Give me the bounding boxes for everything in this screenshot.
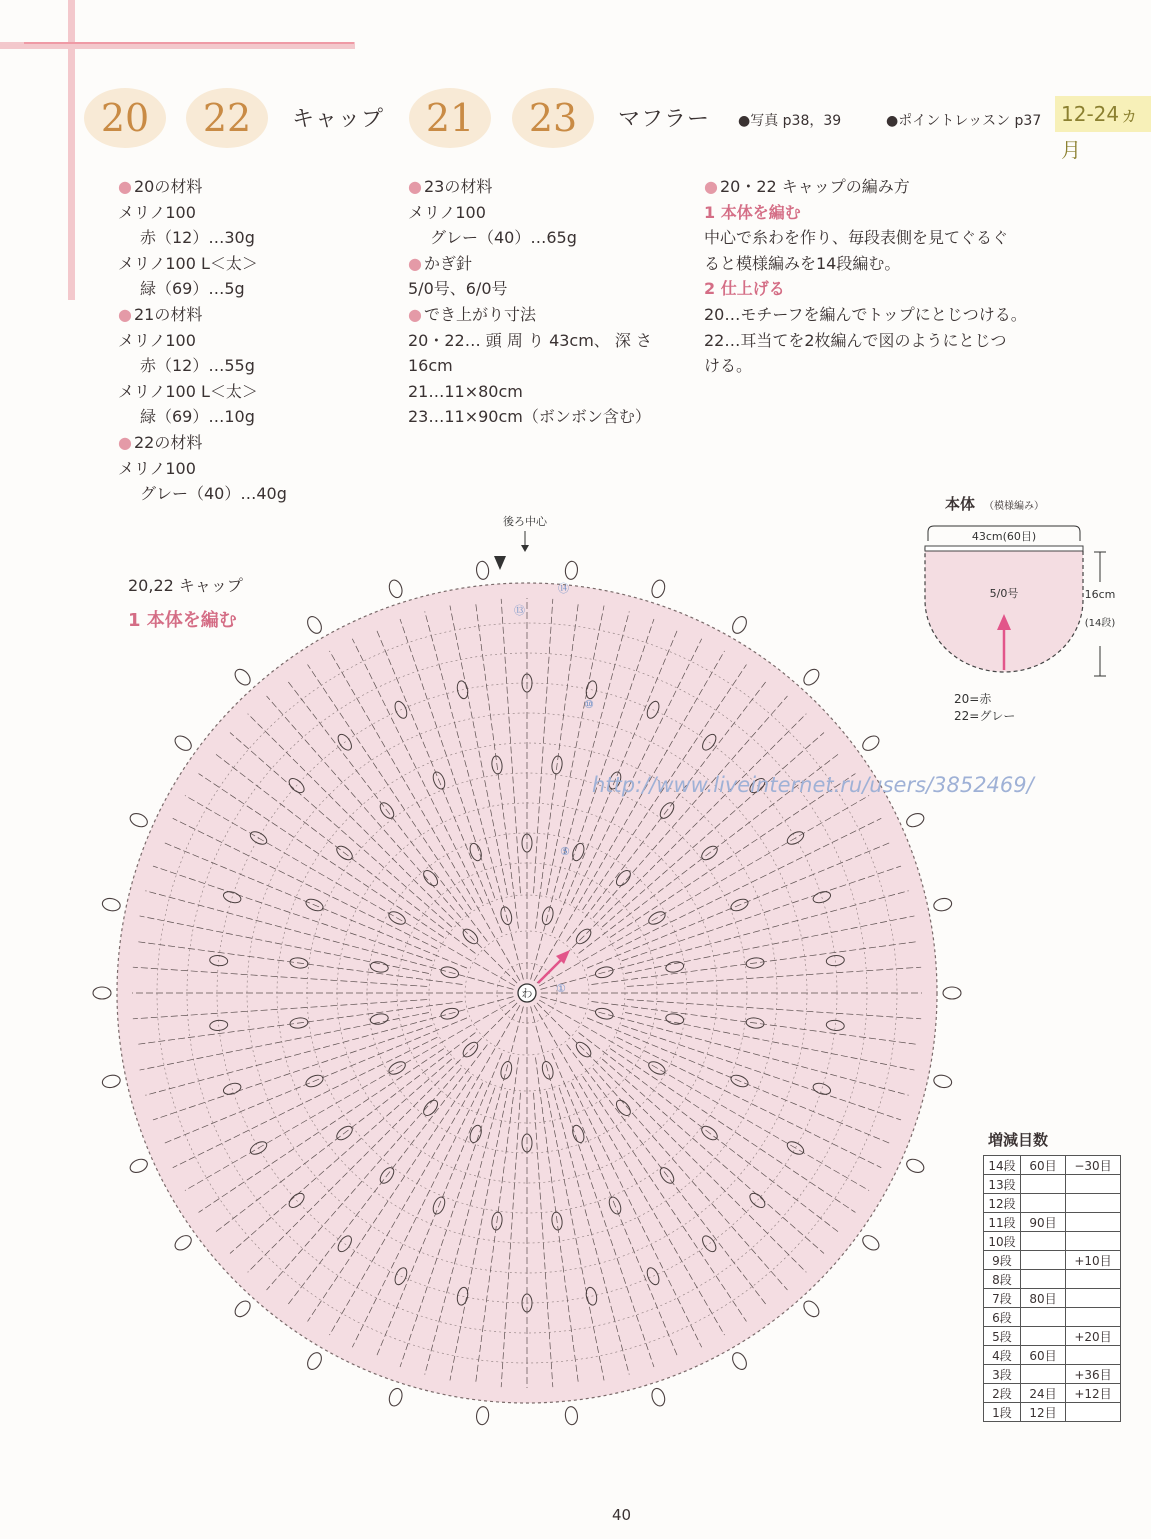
depth-label: 16cm: [1084, 588, 1116, 601]
hook-label: 5/0号: [989, 587, 1019, 600]
text-line: 中心で糸わを作り、毎段表側を見てぐるぐ: [704, 228, 1009, 248]
table-cell-count: 12目: [1021, 1403, 1066, 1422]
table-row: [984, 1384, 1121, 1403]
age-tab: 12-24ヵ月: [1055, 96, 1151, 132]
table-cell-count: 60目: [1021, 1156, 1066, 1175]
body-title: 本体: [945, 495, 976, 513]
table-cell-change: +20目: [1066, 1327, 1121, 1346]
edge-bobble: [933, 1074, 953, 1089]
table-cell-change: [1066, 1403, 1121, 1422]
round-mark-5: ⑤: [560, 845, 570, 858]
edge-bobble: [128, 1157, 149, 1175]
table-cell-change: [1066, 1175, 1121, 1194]
text-line: ● でき上がり寸法: [408, 302, 678, 328]
table-cell-row: 1段: [984, 1403, 1021, 1422]
table-cell-count: [1021, 1365, 1066, 1384]
body-title-sub: （模様編み）: [984, 501, 1044, 512]
table-cell-row: 13段: [984, 1175, 1021, 1194]
table-cell-count: [1021, 1232, 1066, 1251]
table-cell-row: 11段: [984, 1213, 1021, 1232]
table-row: [984, 1327, 1121, 1346]
table-row: [984, 1232, 1121, 1251]
edge-bobble: [650, 1387, 667, 1408]
round-mark-10: ⑩: [584, 698, 594, 711]
edge-bobble: [650, 578, 667, 599]
table-row: [984, 1251, 1121, 1270]
edge-bobble: [476, 561, 490, 580]
table-cell-row: 3段: [984, 1365, 1021, 1384]
text-line: 20…モチーフを編んでトップにとじつける。: [704, 304, 1027, 324]
edge-bobble: [905, 811, 926, 829]
depth-rows-label: (14段): [1084, 618, 1116, 629]
text-line: ● 22の材料: [118, 430, 398, 456]
edge-bobble: [101, 897, 121, 912]
edge-bobble: [128, 811, 149, 829]
edge-bobble: [387, 578, 404, 599]
text-line: メリノ100 L＜太＞: [118, 253, 258, 273]
table-row: [984, 1346, 1121, 1365]
edge-bobble: [93, 987, 111, 999]
text-line: 1 本体を編む: [704, 202, 801, 222]
table-cell-row: 12段: [984, 1194, 1021, 1213]
edge-bobble: [943, 987, 961, 999]
text-line: メリノ100 L＜太＞: [118, 381, 258, 401]
edge-bobble: [172, 733, 194, 753]
table-cell-change: [1066, 1308, 1121, 1327]
table-cell-count: [1021, 1251, 1066, 1270]
pattern-number-21: 21: [409, 88, 491, 148]
table-cell-count: 24目: [1021, 1384, 1066, 1403]
edge-bobble: [905, 1157, 926, 1175]
text-line: 5/0号、6/0号: [408, 279, 508, 299]
table-cell-count: [1021, 1194, 1066, 1213]
table-cell-row: 4段: [984, 1346, 1021, 1365]
stitch-count-table: [983, 1155, 1121, 1422]
table-cell-count: 90目: [1021, 1213, 1066, 1232]
back-center-label: 後ろ中心: [503, 515, 547, 528]
text-line: 赤（12）…55g: [140, 356, 255, 376]
text-line: ● 23の材料: [408, 174, 678, 200]
table-cell-change: [1066, 1289, 1121, 1308]
table-cell-change: [1066, 1194, 1121, 1213]
text-line: メリノ100: [118, 330, 196, 350]
table-cell-change: [1066, 1232, 1121, 1251]
table-cell-change: +10目: [1066, 1251, 1121, 1270]
table-row: [984, 1175, 1121, 1194]
edge-bobble: [565, 1406, 579, 1425]
center-ring-label: わ: [521, 987, 533, 1000]
table-row: [984, 1270, 1121, 1289]
text-line: 22…耳当てを2枚編んで図のようにとじつ: [704, 330, 1007, 350]
chart-title: 20,22 キャップ: [128, 576, 243, 595]
table-cell-change: −30目: [1066, 1156, 1121, 1175]
text-line: ると模様編みを14段編む。: [704, 253, 901, 273]
table-cell-row: 9段: [984, 1251, 1021, 1270]
text-line: メリノ100: [118, 458, 196, 478]
edge-bobble: [730, 1350, 749, 1372]
start-marker: [494, 556, 506, 570]
muffler-heading: マフラー: [618, 107, 711, 132]
back-center-arrow-head: [521, 545, 529, 552]
text-line: 23…11×90cm（ボンボン含む）: [408, 407, 651, 427]
text-line: ● 20・22 キャップの編み方: [704, 174, 1044, 200]
body-schematic: [925, 495, 1115, 723]
lesson-ref: ●ポイントレッスン p37: [886, 113, 1042, 129]
text-line: グレー（40）…40g: [140, 484, 287, 504]
edge-bobble: [860, 1233, 882, 1253]
table-cell-change: +12目: [1066, 1384, 1121, 1403]
text-line: 緑（69）…10g: [140, 407, 255, 427]
text-line: ● かぎ針: [408, 251, 678, 277]
text-line: ける。: [704, 356, 753, 376]
edge-bobble: [933, 897, 953, 912]
text-line: グレー（40）…65g: [430, 228, 577, 248]
table-cell-change: [1066, 1346, 1121, 1365]
edge-bobble: [232, 666, 253, 687]
round-mark-14: ⑭: [558, 582, 569, 595]
table-cell-change: +36目: [1066, 1365, 1121, 1384]
edge-bobble: [387, 1387, 404, 1408]
edge-bobble: [801, 666, 822, 687]
edge-bobble: [801, 1298, 822, 1319]
pattern-number-20: 20: [84, 88, 166, 148]
edge-bobble: [305, 614, 324, 636]
text-line: 2 仕上げる: [704, 279, 785, 299]
table-cell-change: [1066, 1270, 1121, 1289]
table-cell-count: [1021, 1327, 1066, 1346]
edge-bobble: [730, 614, 749, 636]
table-cell-row: 10段: [984, 1232, 1021, 1251]
table-cell-row: 14段: [984, 1156, 1021, 1175]
color-22: 22=グレー: [954, 709, 1016, 723]
edge-bobble: [565, 561, 579, 580]
edge-bobble: [101, 1074, 121, 1089]
table-cell-count: [1021, 1175, 1066, 1194]
text-line: 21…11×80cm: [408, 381, 523, 401]
round-mark-1: ①: [556, 982, 566, 995]
stitch-table-title: 増減目数: [988, 1131, 1049, 1149]
table-cell-row: 8段: [984, 1270, 1021, 1289]
table-row: [984, 1365, 1121, 1384]
table-cell-row: 6段: [984, 1308, 1021, 1327]
table-cell-row: 5段: [984, 1327, 1021, 1346]
round-mark-13: ⑬: [514, 604, 525, 617]
table-row: [984, 1308, 1121, 1327]
table-cell-change: [1066, 1213, 1121, 1232]
text-line: 緑（69）…5g: [140, 279, 245, 299]
text-line: ● 20の材料: [118, 174, 398, 200]
edge-bobble: [172, 1233, 194, 1253]
table-row: [984, 1213, 1121, 1232]
pattern-number-22: 22: [186, 88, 268, 148]
edge-bobble: [305, 1350, 324, 1372]
edge-bobble: [476, 1406, 490, 1425]
table-cell-count: 80目: [1021, 1289, 1066, 1308]
table-cell-count: [1021, 1270, 1066, 1289]
table-cell-count: [1021, 1308, 1066, 1327]
page-number: 40: [612, 1506, 632, 1524]
table-cell-row: 7段: [984, 1289, 1021, 1308]
color-20: 20=赤: [954, 692, 992, 706]
text-line: 赤（12）…30g: [140, 228, 255, 248]
text-line: メリノ100: [408, 202, 486, 222]
watermark: http://www.liveinternet.ru/users/3852469/: [592, 773, 1034, 797]
edge-bobble: [232, 1298, 253, 1319]
table-cell-count: 60目: [1021, 1346, 1066, 1365]
cap-heading: キャップ: [292, 107, 385, 132]
text-line: 20・22… 頭 周 り 43cm、 深 さ: [408, 330, 652, 350]
text-line: ● 21の材料: [118, 302, 398, 328]
width-label: 43cm(60目): [971, 530, 1037, 543]
edge-bobble: [860, 733, 882, 753]
table-row: [984, 1194, 1121, 1213]
text-line: 16cm: [408, 356, 453, 376]
chart-subtitle: 1 本体を編む: [128, 610, 237, 631]
table-row: [984, 1289, 1121, 1308]
table-cell-row: 2段: [984, 1384, 1021, 1403]
table-row: [984, 1403, 1121, 1422]
body-rim: [925, 546, 1083, 551]
text-line: メリノ100: [118, 202, 196, 222]
photo-ref: ●写真 p38，39: [738, 113, 842, 129]
table-row: [984, 1156, 1121, 1175]
pattern-number-23: 23: [512, 88, 594, 148]
